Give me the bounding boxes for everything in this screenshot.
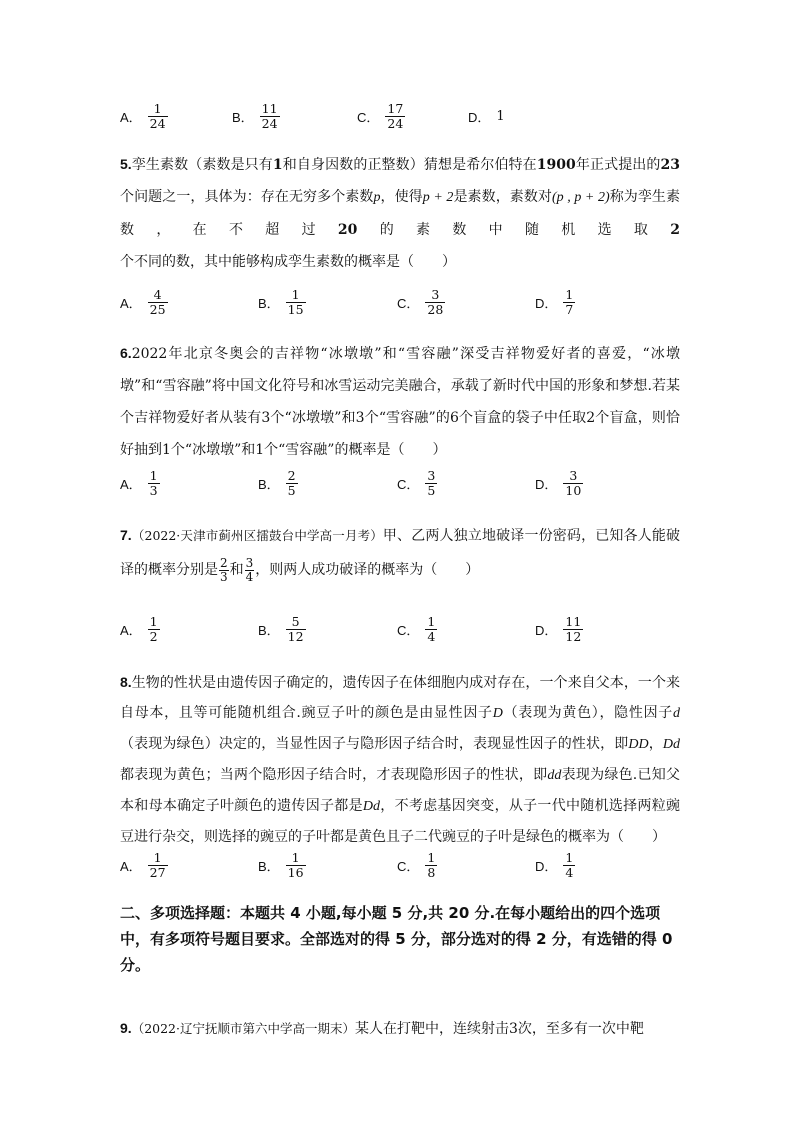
q5-option-d[interactable]: D． $\frac{1}{7}$ bbox=[535, 286, 574, 317]
fraction: $\frac{1}{4}$ bbox=[427, 613, 436, 644]
question-5: 5.孪生素数（素数是只有1和自身因数的正整数）猜想是希尔伯特在1900年正式提出的23个问题之一，具体为：存在无穷多个素数p，使得p + 2是素数，素数对(p , p + 2)称为孪生素数，在不超过20的素数中随机选取2个不同的数，其中能够构成孪生素数的概率是（ ） bbox=[120, 156, 681, 270]
q8-option-d[interactable]: D． $\frac{1}{4}$ bbox=[535, 849, 574, 880]
fraction: $\frac{3}{10}$ bbox=[565, 467, 582, 498]
question-7: 7.（2022·天津市蓟州区擂鼓台中学高一月考）甲、乙两人独立地破译一份密码，已知各人能破译的概率分别是 $\frac{2}{3}$ 和 $\frac{3}{4}$ ，则两人成功破译的概率为（ ） bbox=[120, 527, 680, 584]
fraction: $\frac{17}{24}$ bbox=[387, 100, 404, 131]
question-source: （2022·辽宁抚顺市第六中学高一期末） bbox=[131, 1021, 355, 1036]
q7-option-b[interactable]: B． $\frac{5}{12}$ bbox=[258, 613, 304, 644]
q5-option-a[interactable]: A． $\frac{4}{25}$ bbox=[120, 286, 166, 317]
q4-options bbox=[120, 94, 680, 138]
q8-options bbox=[120, 843, 680, 887]
fraction: $\frac{11}{12}$ bbox=[565, 613, 582, 644]
q7-option-d[interactable]: D． $\frac{11}{12}$ bbox=[535, 613, 582, 644]
question-number: 6. bbox=[120, 345, 132, 361]
fraction: $\frac{5}{12}$ bbox=[287, 613, 304, 644]
q4-option-b[interactable]: B． $\frac{11}{24}$ bbox=[232, 100, 278, 131]
q4-option-c[interactable]: C． $\frac{17}{24}$ bbox=[357, 100, 404, 131]
fraction: $\frac{1}{4}$ bbox=[565, 849, 574, 880]
question-8: 8.生物的性状是由遗传因子确定的，遗传因子在体细胞内成对存在，一个来自父本，一个来自母本，且等可能随机组合.豌豆子叶的颜色是由显性因子D（表现为黄色），隐性因子d（表现为绿色）决定的，当显性因子与隐形因子结合时，表现显性因子的性状，即DD，Dd都表现为黄色；当两个隐形因子结合时，才表现隐形因子的性状，即dd表现为绿色.已知父本和母本确定子叶颜色的遗传因子都是Dd，不考虑基因突变，从子一代中随机选择两粒豌豆进行杂交，则选择的豌豆的子叶都是黄色且子二代豌豆的子叶是绿色的概率为（ ） bbox=[120, 674, 681, 845]
fraction: $\frac{1}{15}$ bbox=[287, 286, 304, 317]
question-6: 6.2022年北京冬奥会的吉祥物“冰墩墩”和“雪容融”深受吉祥物爱好者的喜爱，“冰墩墩”和“雪容融”将中国文化符号和冰雪运动完美融合，承载了新时代中国的形象和梦想.若某个吉祥物爱好者从装有3个“冰墩墩”和3个“雪容融”的6个盲盒的袋子中任取2个盲盒，则恰好抽到1个“冰墩墩”和1个“雪容融”的概率是（ ） bbox=[120, 345, 680, 458]
q5-options bbox=[120, 280, 680, 324]
question-number: 7. bbox=[120, 527, 132, 543]
fraction: $\frac{1}{27}$ bbox=[149, 849, 166, 880]
q5-option-b[interactable]: B． $\frac{1}{15}$ bbox=[258, 286, 304, 317]
section-2-heading: 二、多项选择题：本题共 4 小题,每小题 5 分,共 20 分.在每小题给出的四个选项中，有多项符号题目要求。全部选对的得 5 分，部分选对的得 2 分，有选错的得 0 分。 bbox=[120, 904, 673, 974]
q6-option-b[interactable]: B． $\frac{2}{5}$ bbox=[258, 467, 296, 498]
fraction: $\frac{3}{28}$ bbox=[427, 286, 444, 317]
fraction: $\frac{1}{2}$ bbox=[149, 613, 158, 644]
q5-option-c[interactable]: C． $\frac{3}{28}$ bbox=[397, 286, 444, 317]
q7-options bbox=[120, 607, 680, 651]
fraction: $\frac{2}{3}$ bbox=[220, 555, 228, 584]
q4-option-d[interactable]: D． 1 bbox=[468, 108, 505, 125]
fraction: $\frac{4}{25}$ bbox=[149, 286, 166, 317]
fraction: $\frac{2}{5}$ bbox=[287, 467, 296, 498]
q8-option-c[interactable]: C． $\frac{1}{8}$ bbox=[397, 849, 436, 880]
fraction: $\frac{1}{16}$ bbox=[287, 849, 304, 880]
fraction: $\frac{1}{24}$ bbox=[149, 100, 166, 131]
question-9: 9.（2022·辽宁抚顺市第六中学高一期末）某人在打靶中，连续射击3次，至多有一次中靶 bbox=[120, 1020, 644, 1037]
q6-option-a[interactable]: A． $\frac{1}{3}$ bbox=[120, 467, 158, 498]
q4-option-a[interactable]: A． $\frac{1}{24}$ bbox=[120, 100, 166, 131]
question-number: 5. bbox=[120, 156, 132, 172]
question-number: 9. bbox=[120, 1020, 132, 1036]
q6-options bbox=[120, 461, 680, 505]
fraction: $\frac{1}{3}$ bbox=[149, 467, 158, 498]
fraction: $\frac{3}{5}$ bbox=[427, 467, 436, 498]
fraction: $\frac{11}{24}$ bbox=[261, 100, 278, 131]
q7-option-a[interactable]: A． $\frac{1}{2}$ bbox=[120, 613, 158, 644]
fraction: $\frac{1}{8}$ bbox=[427, 849, 436, 880]
q6-option-c[interactable]: C． $\frac{3}{5}$ bbox=[397, 467, 436, 498]
question-source: （2022·天津市蓟州区擂鼓台中学高一月考） bbox=[131, 528, 383, 543]
q7-option-c[interactable]: C． $\frac{1}{4}$ bbox=[397, 613, 436, 644]
fraction: $\frac{1}{7}$ bbox=[565, 286, 574, 317]
question-number: 8. bbox=[120, 674, 132, 690]
fraction: $\frac{3}{4}$ bbox=[245, 555, 254, 584]
q8-option-a[interactable]: A． $\frac{1}{27}$ bbox=[120, 849, 166, 880]
q6-option-d[interactable]: D． $\frac{3}{10}$ bbox=[535, 467, 582, 498]
q8-option-b[interactable]: B． $\frac{1}{16}$ bbox=[258, 849, 304, 880]
